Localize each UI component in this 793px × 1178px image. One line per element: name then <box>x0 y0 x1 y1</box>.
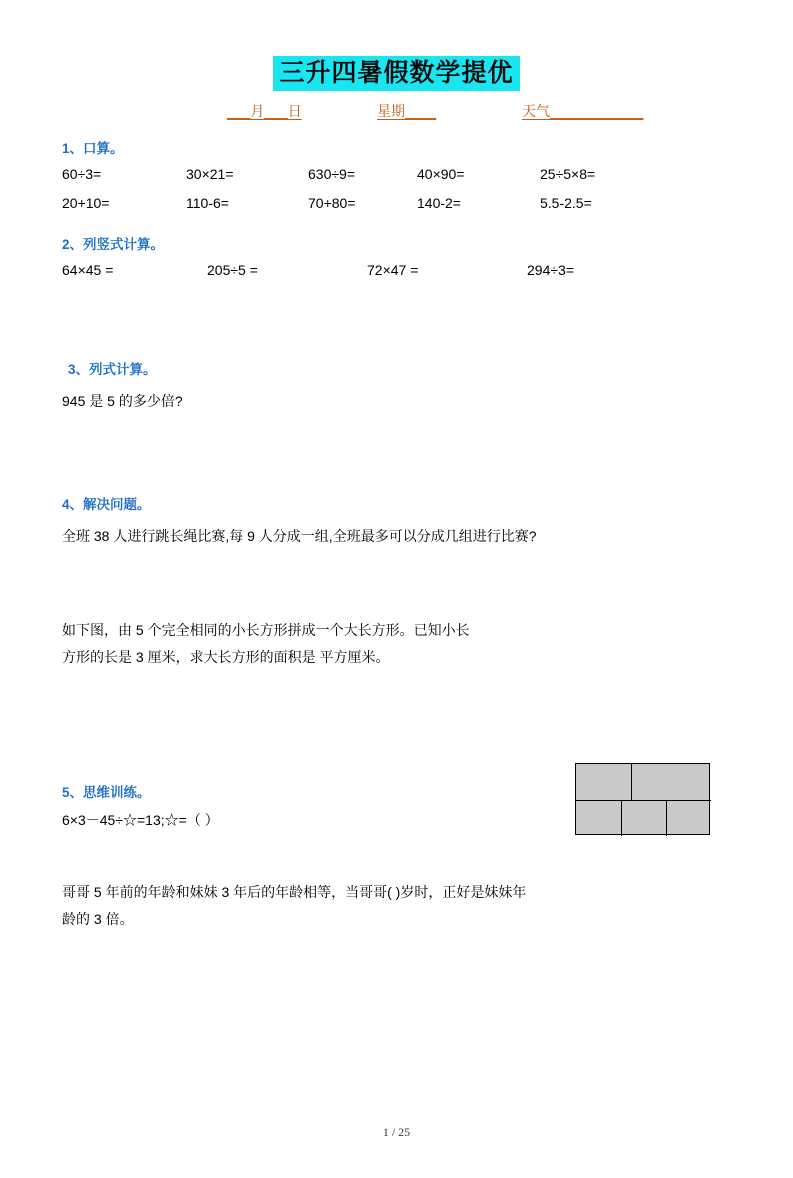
oral-calc-row-1 <box>62 166 731 186</box>
vertical-calc-item: 72×47 = <box>367 262 419 279</box>
vertical-calc-item: 205÷5 = <box>207 262 258 279</box>
section-4-question-2-line1: 如下图，由 5 个完全相同的小长方形拼成一个大长方形。已知小长 <box>62 622 470 639</box>
section-4-question-2-line2: 方形的长是 3 厘米，求大长方形的面积是 平方厘米。 <box>62 649 390 666</box>
oral-calc-item: 70+80= <box>308 195 356 212</box>
section-5-question-2-line1: 哥哥 5 年前的年龄和妹妹 3 年后的年龄相等，当哥哥( )岁时，正好是妹妹年 <box>62 884 527 901</box>
oral-calc-item: 40×90= <box>417 166 465 183</box>
section-4-question-1: 全班 38 人进行跳长绳比赛,每 9 人分成一组,全班最多可以分成几组进行比赛? <box>62 527 537 544</box>
vertical-calc-row <box>62 262 731 282</box>
worksheet-page <box>0 56 793 1178</box>
section-heading-4: 4、解决问题。 <box>62 496 151 512</box>
section-heading-3: 3、列式计算。 <box>68 362 157 378</box>
section-heading-2: 2、列竖式计算。 <box>62 237 165 253</box>
oral-calc-item: 630÷9= <box>308 166 356 183</box>
section-3-question: 945 是 5 的多少倍? <box>62 393 183 410</box>
date-blank[interactable]: ___月___日 <box>227 103 302 120</box>
oral-calc-item: 140-2= <box>417 195 461 212</box>
work-space-1 <box>62 282 731 344</box>
oral-calc-item: 20+10= <box>62 195 110 212</box>
week-blank[interactable]: 星期____ <box>377 103 437 120</box>
oral-calc-item: 110-6= <box>186 195 229 212</box>
section-heading-5: 5、思维训练。 <box>62 784 151 800</box>
composed-rectangle-figure <box>575 763 710 835</box>
section-5-question-2-line2: 龄的 3 倍。 <box>62 910 134 927</box>
oral-calc-item: 5.5-2.5= <box>540 195 592 212</box>
header-blanks <box>62 101 731 123</box>
oral-calc-item: 30×21= <box>186 166 234 183</box>
work-space-3 <box>62 549 731 611</box>
page-title: 三升四暑假数学提优 <box>273 56 519 91</box>
figure-divider-vertical-top <box>631 764 632 800</box>
page-footer: 1 / 25 <box>382 1125 411 1139</box>
oral-calc-item: 25÷5×8= <box>540 166 596 183</box>
figure-divider-vertical-bottom-2 <box>666 800 667 836</box>
vertical-calc-item: 64×45 = <box>62 262 114 279</box>
figure-divider-vertical-bottom-1 <box>621 800 622 836</box>
figure-space <box>62 671 731 767</box>
oral-calc-item: 60÷3= <box>62 166 102 183</box>
weather-blank[interactable]: 天气____________ <box>522 103 644 120</box>
page-title-wrap <box>62 56 731 91</box>
work-space-2 <box>62 415 731 477</box>
section-5-question-1: 6×3－45÷☆=13;☆=（ ） <box>62 811 219 828</box>
vertical-calc-item: 294÷3= <box>527 262 575 279</box>
oral-calc-row-2 <box>62 195 731 215</box>
section-heading-1: 1、口算。 <box>62 141 124 157</box>
figure-divider-horizontal <box>576 800 711 801</box>
work-space-4 <box>62 833 731 873</box>
